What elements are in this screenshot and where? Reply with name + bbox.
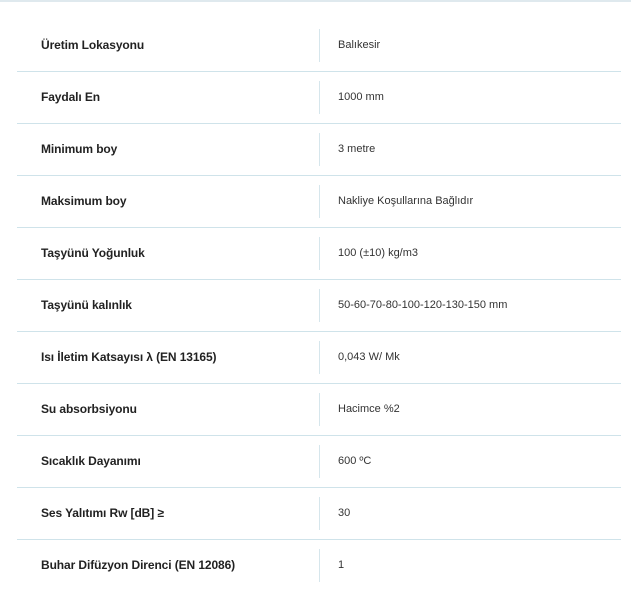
spec-label: Buhar Difüzyon Direnci (EN 12086) [41, 558, 236, 572]
column-divider [319, 497, 320, 530]
spec-value: Nakliye Koşullarına Bağlıdır [338, 195, 474, 207]
table-row [17, 124, 621, 176]
column-divider [319, 341, 320, 374]
spec-value: Balıkesir [338, 39, 381, 51]
spec-label: Üretim Lokasyonu [41, 38, 145, 52]
column-divider [319, 185, 320, 218]
spec-value: 600 ºC [338, 455, 372, 467]
spec-value: 3 metre [338, 143, 376, 155]
table-row [17, 176, 621, 228]
table-row [17, 280, 621, 332]
table-row [17, 332, 621, 384]
spec-value: 30 [338, 507, 351, 519]
column-divider [319, 393, 320, 426]
column-divider [319, 549, 320, 582]
column-divider [319, 237, 320, 270]
spec-label: Sıcaklık Dayanımı [41, 454, 141, 468]
spec-value: Hacimce %2 [338, 403, 400, 415]
spec-label: Minimum boy [41, 142, 118, 156]
spec-label: Ses Yalıtımı Rw [dB] ≥ [41, 506, 164, 520]
spec-value: 0,043 W/ Mk [338, 351, 400, 363]
table-row [17, 20, 621, 72]
table-row [17, 72, 621, 124]
column-divider [319, 133, 320, 166]
spec-label: Maksimum boy [41, 194, 127, 208]
top-border [0, 0, 631, 2]
table-row [17, 540, 621, 591]
spec-label: Taşyünü Yoğunluk [41, 246, 145, 260]
table-row [17, 384, 621, 436]
column-divider [319, 29, 320, 62]
column-divider [319, 289, 320, 322]
spec-value: 50-60-70-80-100-120-130-150 mm [338, 299, 508, 311]
spec-value: 1 [338, 559, 345, 571]
spec-value: 1000 mm [338, 91, 384, 103]
spec-label: Faydalı En [41, 90, 101, 104]
spec-label: Isı İletim Katsayısı λ (EN 13165) [41, 350, 217, 364]
table-row [17, 488, 621, 540]
specifications-table [17, 20, 621, 591]
column-divider [319, 81, 320, 114]
column-divider [319, 445, 320, 478]
table-row [17, 436, 621, 488]
spec-label: Taşyünü kalınlık [41, 298, 132, 312]
table-row [17, 228, 621, 280]
spec-label: Su absorbsiyonu [41, 402, 137, 416]
spec-value: 100 (±10) kg/m3 [338, 247, 419, 259]
